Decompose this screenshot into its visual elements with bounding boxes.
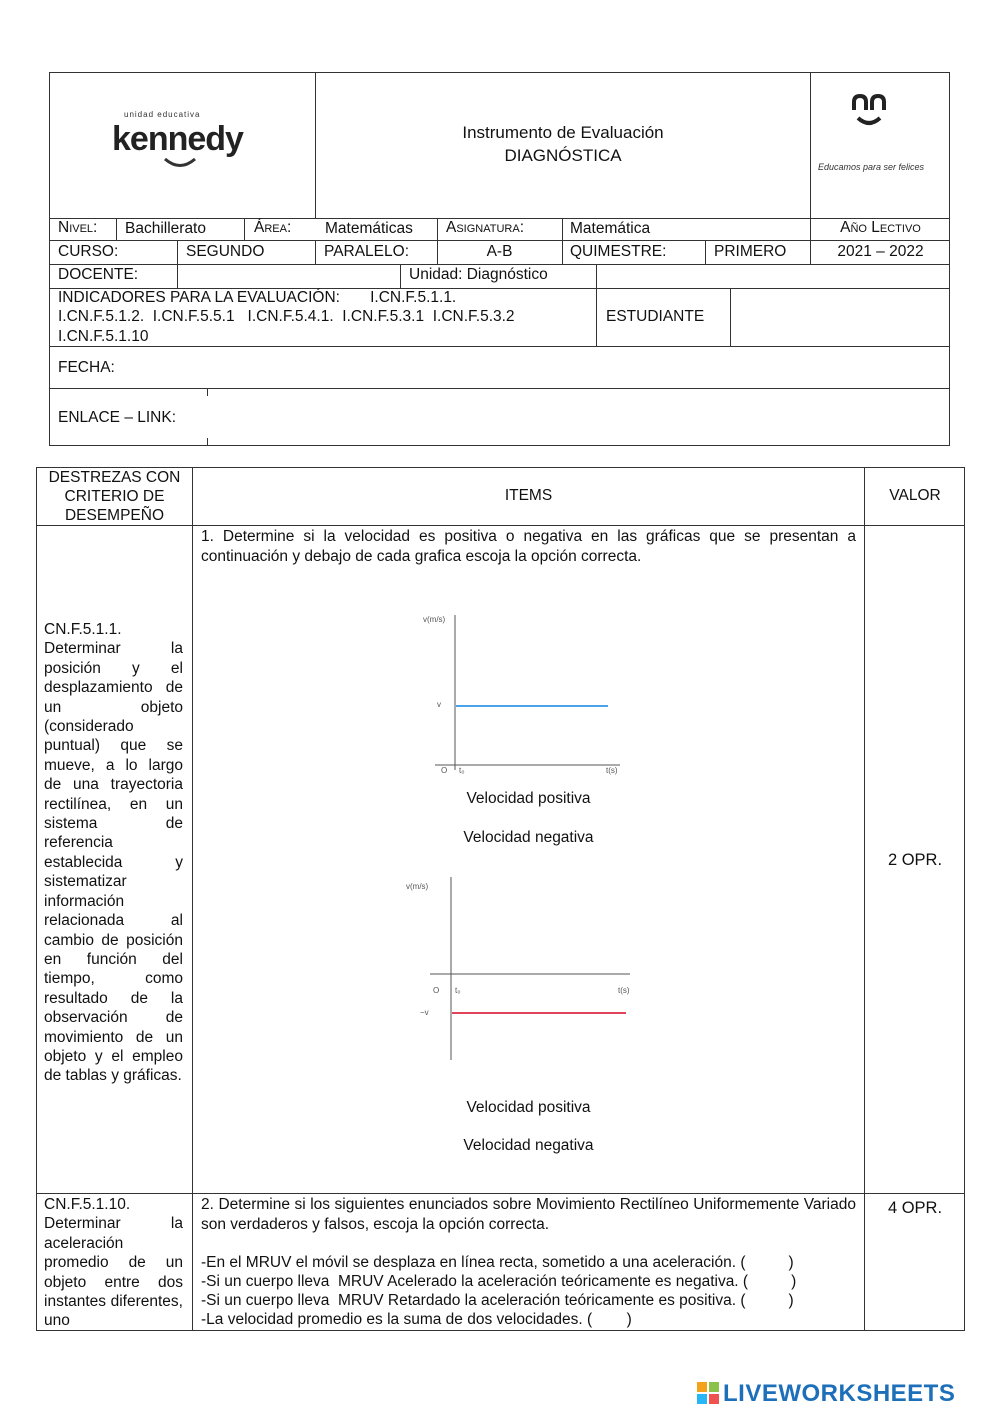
indicadores-line1: INDICADORES PARA LA EVALUACIÓN: I.CN.F.5.1.1. (58, 289, 457, 306)
graph1-option-positive[interactable]: Velocidad positiva (466, 790, 591, 807)
col-header-items: ITEMS (504, 487, 553, 504)
graph2-svg (400, 872, 650, 1064)
graph1-option-negative[interactable]: Velocidad negativa (463, 829, 594, 846)
graph2-xlabel: t(s) (618, 986, 630, 995)
anio-label: Año Lectivo (840, 219, 921, 236)
estudiante-label: ESTUDIANTE (606, 308, 705, 325)
destreza-1: CN.F.5.1.1. Determinar la posición y el desplazamiento de un objeto (considerado puntual) que se mueve, a lo largo de una trayectoria rectilínea, en un sistema de referencia establecida y sistematizar información relacionada al cambio de posición en función del tiempo, como resultado de la observación de movimiento de un objeto y el empleo de tablas y gráficas. (44, 621, 183, 1085)
col-header-valor: VALOR (889, 487, 941, 504)
docente-label: DOCENTE: (58, 266, 139, 283)
liveworksheets-icon (697, 1382, 719, 1404)
smile-icon (162, 156, 198, 170)
valor-1: 2 OPR. (887, 851, 943, 869)
school-logo (110, 110, 260, 170)
graph-negative-velocity (400, 872, 650, 1064)
nivel-label: Nivel: (58, 219, 98, 236)
statement-2[interactable]: -Si un cuerpo lleva MRUV Acelerado la aceleración teóricamente es negativa. ( ) (201, 1273, 797, 1290)
school-logo-small: unidad educativa (124, 110, 201, 119)
graph1-ylabel: v(m/s) (423, 615, 446, 624)
doc-title-line1: Instrumento de Evaluación (462, 123, 664, 142)
graph1-svg (410, 610, 640, 782)
paralelo-label: PARALELO: (324, 243, 410, 260)
statement-1[interactable]: -En el MRUV el móvil se desplaza en línea recta, sometido a una aceleración. ( ) (201, 1254, 794, 1271)
anio-value: 2021 – 2022 (837, 243, 924, 260)
graph2-t0: t₀ (455, 986, 461, 995)
indicadores-line2: I.CN.F.5.1.2. I.CN.F.5.5.1 I.CN.F.5.4.1. I.CN.F.5.3.1 I.CN.F.5.3.2 (58, 308, 515, 325)
statement-4[interactable]: -La velocidad promedio es la suma de dos velocidades. ( ) (201, 1311, 632, 1328)
quimestre-label: QUIMESTRE: (570, 243, 667, 260)
liveworksheets-brand: LIVEWORKSHEETS (723, 1380, 956, 1407)
enlace-label: ENLACE – LINK: (58, 409, 177, 426)
valor-2: 4 OPR. (887, 1199, 943, 1217)
graph2-option-positive[interactable]: Velocidad positiva (466, 1099, 591, 1116)
item-2-text: 2. Determine si los siguientes enunciados sobre Movimiento Rectilíneo Uniformemente Variado son verdaderos y falsos, escoja la opción correcta. (201, 1196, 856, 1233)
graph2-yvalue: −v (420, 1008, 429, 1017)
fecha-label: FECHA: (58, 359, 115, 376)
col-header-destrezas: DESTREZAS CON CRITERIO DE DESEMPEÑO (48, 469, 181, 524)
curso-value: SEGUNDO (186, 243, 265, 260)
curso-label: CURSO: (58, 243, 119, 260)
graph1-origin: O (441, 766, 448, 775)
graph1-yvalue: v (437, 700, 441, 709)
item-1-text: 1. Determine si la velocidad es positiva o negativa en las gráficas que se presentan a continuación y debajo de cada grafica escoja la opción correcta. (201, 528, 856, 565)
paralelo-value: A-B (486, 243, 513, 260)
graph2-origin: O (433, 986, 440, 995)
nivel-value: Bachillerato (125, 220, 206, 237)
area-value: Matemáticas (325, 220, 413, 237)
graph2-option-negative[interactable]: Velocidad negativa (463, 1137, 594, 1154)
statement-3[interactable]: -Si un cuerpo lleva MRUV Retardado la aceleración teóricamente es positiva. ( ) (201, 1292, 794, 1309)
graph1-xlabel: t(s) (606, 766, 618, 775)
graph1-t0: t₀ (459, 766, 465, 775)
brand-slogan: Educamos para ser felices (818, 162, 925, 172)
indicadores-line3: I.CN.F.5.1.10 (58, 328, 149, 345)
quimestre-value: PRIMERO (714, 243, 787, 260)
area-label: Área: (254, 219, 292, 236)
destreza-2: CN.F.5.1.10. Determinar la aceleración promedio de un objeto entre dos instantes diferentes, uno (44, 1196, 183, 1329)
brand-logo-icon (850, 92, 890, 130)
unidad-label: Unidad: Diagnóstico (409, 266, 548, 283)
asignatura-value: Matemática (570, 220, 651, 237)
asignatura-label: Asignatura: (446, 219, 525, 236)
graph-positive-velocity (410, 610, 640, 782)
graph2-ylabel: v(m/s) (406, 882, 429, 891)
school-logo-name: kennedy (112, 120, 243, 158)
doc-title-line2: DIAGNÓSTICA (504, 146, 622, 165)
